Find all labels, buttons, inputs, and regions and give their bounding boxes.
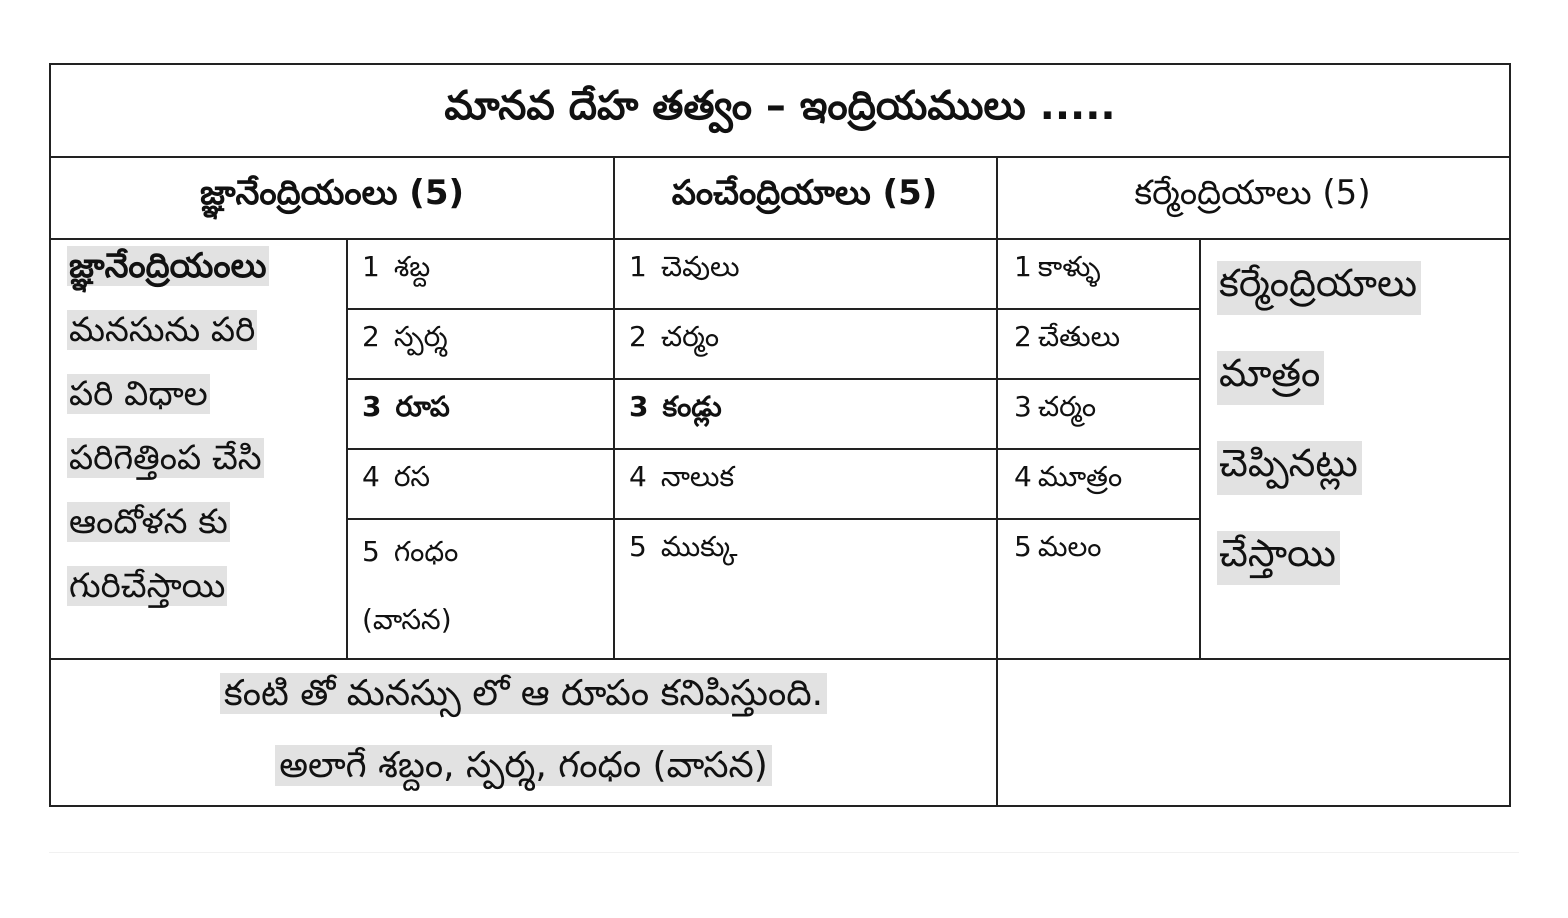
table-title [49,63,1511,158]
left-note [67,234,337,618]
item-number: 5 [362,535,380,568]
title-text: మానవ దేహ తత్వం – ఇంద్రియములు ..... [444,82,1116,129]
header-pancha-text: పంచేంద్రియాలు (5) [671,173,938,213]
item-number: 4 [629,460,647,493]
item-number: 3 [362,390,382,423]
bottom-note-cell [49,658,998,807]
list-item [996,238,1201,310]
item-number: 3 [629,390,649,423]
header-karma-text: కర్మేంద్రియాలు (5) [1134,173,1371,213]
item-label: మలం [1037,530,1102,563]
left-note-cell [49,238,348,660]
bottom-note-line: అలాగే శబ్దం, స్పర్శ, గంధం (వాసన) [275,745,772,786]
left-note-line: మనసును పరి [69,310,256,350]
item-label: చర్మం [660,320,720,353]
item-number: 1 [362,250,380,283]
item-label: మూత్రం [1037,460,1123,493]
left-note-heading: జ్ఞానేంద్రియంలు [69,246,267,286]
item-label: చెవులు [660,250,740,283]
item-label: చర్మం [1037,390,1097,423]
left-note-line: పరి విధాల [69,374,208,414]
list-item [996,448,1201,520]
item-number: 1 [629,250,647,283]
right-note [1217,238,1507,598]
item-number: 2 [629,320,647,353]
bottom-note [51,658,996,802]
list-item [346,238,615,310]
list-item [346,378,615,450]
list-item [996,308,1201,380]
item-label: స్పర్శ [393,320,448,353]
item-number: 2 [1014,320,1032,353]
item-number: 4 [362,460,380,493]
left-note-line: పరిగెత్తింప చేసి [69,438,262,478]
page-bottom-divider [49,852,1519,853]
list-item [346,518,615,660]
item-extra: (వాసన) [362,603,452,636]
item-number: 5 [1014,530,1032,563]
list-item [346,448,615,520]
item-number: 2 [362,320,380,353]
left-note-line: ఆందోళన కు [69,502,228,542]
list-item [346,308,615,380]
right-note-line: చేస్తాయి [1217,531,1340,585]
header-pancha [613,156,998,238]
right-note-cell [1199,238,1511,660]
item-label: నాలుక [660,460,735,493]
bottom-note-line: కంటి తో మనస్సు లో ఆ రూపం కనిపిస్తుంది. [220,673,827,714]
header-jnana [49,156,615,238]
list-item [996,378,1201,450]
item-number: 3 [1014,390,1032,423]
item-number: 5 [629,530,647,563]
list-item [613,308,998,380]
item-number: 4 [1014,460,1032,493]
left-note-line: గురిచేస్తాయి [69,566,226,606]
right-note-line: కర్మేంద్రియాలు [1217,261,1421,315]
item-label: ముక్కు [660,530,738,563]
item-label: శబ్ద [393,250,431,283]
right-note-line: చెప్పినట్లు [1217,441,1362,495]
header-karma [996,156,1511,238]
header-jnana-text: జ్ఞానేంద్రియంలు (5) [199,173,465,213]
item-label: రస [393,460,431,493]
item-label: చేతులు [1037,320,1121,353]
item-label: గంధం [393,535,459,568]
list-item [613,378,998,450]
right-note-line: మాత్రం [1217,351,1324,405]
list-item [613,518,998,660]
item-label: కాళ్ళు [1037,250,1101,283]
item-number: 1 [1014,250,1032,283]
document-table [49,63,1511,807]
list-item [996,518,1201,660]
item-label: రూప [395,390,450,423]
list-item [613,448,998,520]
list-item [613,238,998,310]
bottom-empty-cell [996,658,1511,807]
item-label: కండ్లు [662,390,722,423]
